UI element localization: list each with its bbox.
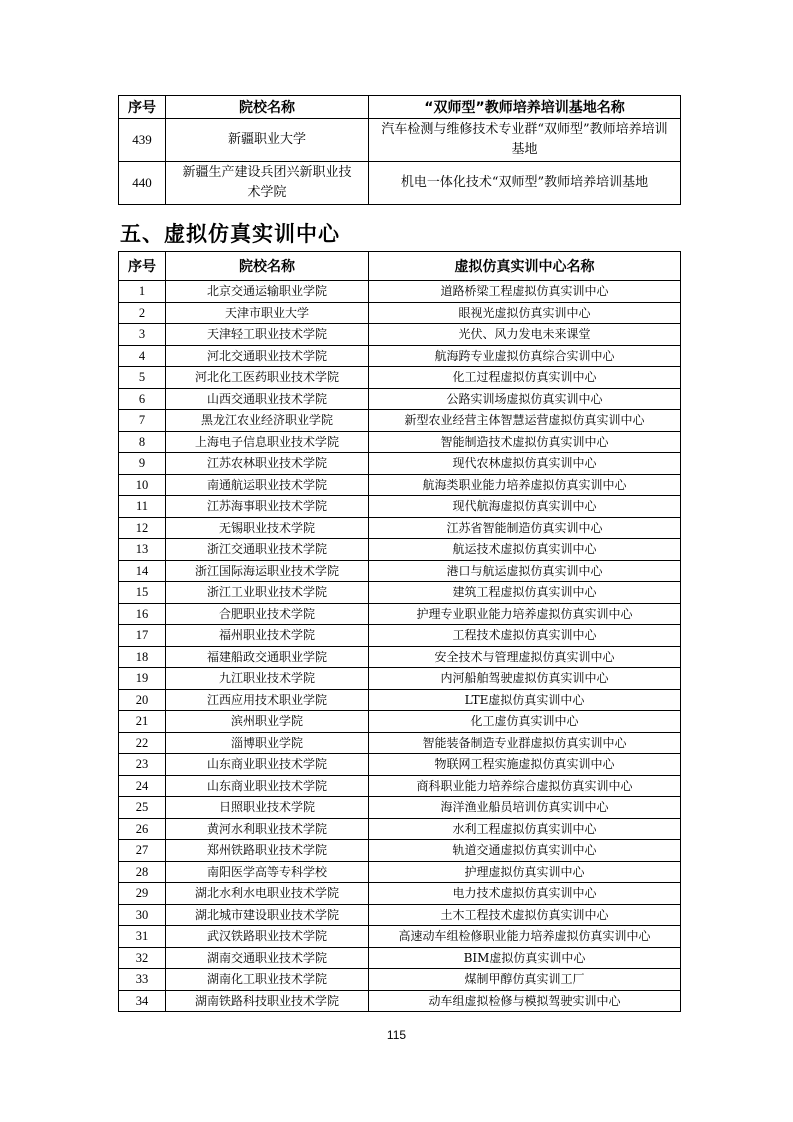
row-serial-number: 18 (119, 646, 166, 668)
row-school-name: 浙江工业职业技术学院 (166, 582, 369, 604)
header-school-name: 院校名称 (166, 252, 369, 281)
table-row (119, 410, 681, 432)
row-serial-number: 31 (119, 926, 166, 948)
row-center-name: 公路实训场虚拟仿真实训中心 (369, 388, 681, 410)
row-center-name: 光伏、风力发电未来课堂 (369, 324, 681, 346)
table-row (119, 302, 681, 324)
row-serial-number: 7 (119, 410, 166, 432)
row-center-name: 道路桥梁工程虚拟仿真实训中心 (369, 281, 681, 303)
row-school-name: 淄博职业学院 (166, 732, 369, 754)
row-center-name: 新型农业经营主体智慧运营虚拟仿真实训中心 (369, 410, 681, 432)
row-school-name: 浙江国际海运职业技术学院 (166, 560, 369, 582)
row-center-name: BIM虚拟仿真实训中心 (369, 947, 681, 969)
row-base-name: 汽车检测与维修技术专业群“双师型”教师培养培训基地 (369, 119, 681, 162)
header-serial-number: 序号 (119, 252, 166, 281)
table-row (119, 625, 681, 647)
row-school-name: 河北交通职业技术学院 (166, 345, 369, 367)
row-center-name: 江苏省智能制造仿真实训中心 (369, 517, 681, 539)
row-center-name: 内河船舶驾驶虚拟仿真实训中心 (369, 668, 681, 690)
row-school-name: 江苏农林职业技术学院 (166, 453, 369, 475)
table-row (119, 947, 681, 969)
header-school-name: 院校名称 (166, 96, 369, 119)
row-serial-number: 10 (119, 474, 166, 496)
row-school-name: 山西交通职业技术学院 (166, 388, 369, 410)
row-school-name: 武汉铁路职业技术学院 (166, 926, 369, 948)
row-school-name: 天津市职业大学 (166, 302, 369, 324)
row-center-name: LTE虚拟仿真实训中心 (369, 689, 681, 711)
row-center-name: 眼视光虚拟仿真实训中心 (369, 302, 681, 324)
row-serial-number: 6 (119, 388, 166, 410)
double-qualified-teacher-base-table (118, 95, 681, 205)
table-row (119, 281, 681, 303)
row-serial-number: 17 (119, 625, 166, 647)
row-serial-number: 4 (119, 345, 166, 367)
table-row (119, 603, 681, 625)
row-center-name: 土木工程技术虚拟仿真实训中心 (369, 904, 681, 926)
row-school-name: 福州职业技术学院 (166, 625, 369, 647)
row-serial-number: 29 (119, 883, 166, 905)
row-center-name: 工程技术虚拟仿真实训中心 (369, 625, 681, 647)
row-school-name: 南阳医学高等专科学校 (166, 861, 369, 883)
row-serial-number: 439 (119, 119, 166, 162)
row-serial-number: 27 (119, 840, 166, 862)
table-row (119, 797, 681, 819)
table-row (119, 324, 681, 346)
row-center-name: 海洋渔业船员培训仿真实训中心 (369, 797, 681, 819)
table-row (119, 775, 681, 797)
row-center-name: 动车组虚拟检修与模拟驾驶实训中心 (369, 990, 681, 1012)
header-base-name: “双师型”教师培养培训基地名称 (369, 96, 681, 119)
row-serial-number: 11 (119, 496, 166, 518)
row-school-name: 湖南交通职业技术学院 (166, 947, 369, 969)
row-school-name: 湖南化工职业技术学院 (166, 969, 369, 991)
row-center-name: 安全技术与管理虚拟仿真实训中心 (369, 646, 681, 668)
table-row (119, 517, 681, 539)
row-school-name: 南通航运职业技术学院 (166, 474, 369, 496)
row-center-name: 智能制造技术虚拟仿真实训中心 (369, 431, 681, 453)
row-center-name: 现代农林虚拟仿真实训中心 (369, 453, 681, 475)
row-serial-number: 12 (119, 517, 166, 539)
row-serial-number: 24 (119, 775, 166, 797)
table-row (119, 840, 681, 862)
row-center-name: 商科职业能力培养综合虚拟仿真实训中心 (369, 775, 681, 797)
row-center-name: 化工过程虚拟仿真实训中心 (369, 367, 681, 389)
row-school-name: 浙江交通职业技术学院 (166, 539, 369, 561)
row-serial-number: 9 (119, 453, 166, 475)
row-serial-number: 2 (119, 302, 166, 324)
row-school-name: 九江职业技术学院 (166, 668, 369, 690)
row-serial-number: 28 (119, 861, 166, 883)
row-school-name: 江西应用技术职业学院 (166, 689, 369, 711)
row-serial-number: 21 (119, 711, 166, 733)
row-center-name: 物联网工程实施虚拟仿真实训中心 (369, 754, 681, 776)
row-school-name: 黄河水利职业技术学院 (166, 818, 369, 840)
row-center-name: 航海跨专业虚拟仿真综合实训中心 (369, 345, 681, 367)
section-heading: 五、虚拟仿真实训中心 (120, 222, 340, 246)
table-row (119, 582, 681, 604)
table-row (119, 453, 681, 475)
row-serial-number: 34 (119, 990, 166, 1012)
row-school-name: 无锡职业技术学院 (166, 517, 369, 539)
table-row (119, 754, 681, 776)
row-serial-number: 15 (119, 582, 166, 604)
row-base-name: 机电一体化技术“双师型”教师培养培训基地 (369, 162, 681, 205)
row-center-name: 护理虚拟仿真实训中心 (369, 861, 681, 883)
table-row (119, 732, 681, 754)
row-center-name: 港口与航运虚拟仿真实训中心 (369, 560, 681, 582)
table-header-row (119, 96, 681, 119)
table-row (119, 904, 681, 926)
row-serial-number: 8 (119, 431, 166, 453)
row-school-name: 黑龙江农业经济职业学院 (166, 410, 369, 432)
table-row (119, 668, 681, 690)
row-school-name: 新疆生产建设兵团兴新职业技术学院 (166, 162, 369, 205)
table-row (119, 711, 681, 733)
row-school-name: 新疆职业大学 (166, 119, 369, 162)
table-row (119, 345, 681, 367)
row-school-name: 郑州铁路职业技术学院 (166, 840, 369, 862)
row-school-name: 滨州职业学院 (166, 711, 369, 733)
row-school-name: 北京交通运输职业学院 (166, 281, 369, 303)
row-serial-number: 14 (119, 560, 166, 582)
row-school-name: 湖北水利水电职业技术学院 (166, 883, 369, 905)
table-row (119, 474, 681, 496)
row-center-name: 电力技术虚拟仿真实训中心 (369, 883, 681, 905)
header-center-name: 虚拟仿真实训中心名称 (369, 252, 681, 281)
row-center-name: 航海类职业能力培养虚拟仿真实训中心 (369, 474, 681, 496)
table-row (119, 388, 681, 410)
row-serial-number: 22 (119, 732, 166, 754)
table-row (119, 367, 681, 389)
row-serial-number: 33 (119, 969, 166, 991)
page-number: 115 (386, 1028, 407, 1042)
row-serial-number: 19 (119, 668, 166, 690)
table-row (119, 560, 681, 582)
row-center-name: 建筑工程虚拟仿真实训中心 (369, 582, 681, 604)
table-row (119, 818, 681, 840)
row-serial-number: 16 (119, 603, 166, 625)
table-row (119, 162, 681, 205)
row-serial-number: 26 (119, 818, 166, 840)
row-school-name: 山东商业职业技术学院 (166, 775, 369, 797)
row-center-name: 煤制甲醇仿真实训工厂 (369, 969, 681, 991)
row-school-name: 合肥职业技术学院 (166, 603, 369, 625)
table-row (119, 539, 681, 561)
table-row (119, 969, 681, 991)
row-center-name: 智能装备制造专业群虚拟仿真实训中心 (369, 732, 681, 754)
row-center-name: 现代航海虚拟仿真实训中心 (369, 496, 681, 518)
row-center-name: 水利工程虚拟仿真实训中心 (369, 818, 681, 840)
row-serial-number: 13 (119, 539, 166, 561)
table-row (119, 926, 681, 948)
table-body (119, 281, 681, 1012)
row-center-name: 化工虚仿真实训中心 (369, 711, 681, 733)
row-school-name: 山东商业职业技术学院 (166, 754, 369, 776)
row-school-name: 日照职业技术学院 (166, 797, 369, 819)
table-row (119, 431, 681, 453)
row-serial-number: 1 (119, 281, 166, 303)
row-serial-number: 25 (119, 797, 166, 819)
table-row (119, 990, 681, 1012)
table-header-row (119, 252, 681, 281)
row-serial-number: 23 (119, 754, 166, 776)
table-row (119, 883, 681, 905)
row-center-name: 护理专业职业能力培养虚拟仿真实训中心 (369, 603, 681, 625)
table-row (119, 496, 681, 518)
row-center-name: 高速动车组检修职业能力培养虚拟仿真实训中心 (369, 926, 681, 948)
row-serial-number: 20 (119, 689, 166, 711)
row-school-name: 上海电子信息职业技术学院 (166, 431, 369, 453)
header-serial-number: 序号 (119, 96, 166, 119)
row-school-name: 福建船政交通职业学院 (166, 646, 369, 668)
table-row (119, 119, 681, 162)
row-serial-number: 440 (119, 162, 166, 205)
row-school-name: 天津轻工职业技术学院 (166, 324, 369, 346)
table-row (119, 689, 681, 711)
virtual-simulation-center-table (118, 251, 681, 1012)
row-center-name: 航运技术虚拟仿真实训中心 (369, 539, 681, 561)
row-serial-number: 3 (119, 324, 166, 346)
row-school-name: 湖北城市建设职业技术学院 (166, 904, 369, 926)
row-serial-number: 32 (119, 947, 166, 969)
table-row (119, 861, 681, 883)
row-serial-number: 30 (119, 904, 166, 926)
row-school-name: 湖南铁路科技职业技术学院 (166, 990, 369, 1012)
table-row (119, 646, 681, 668)
row-serial-number: 5 (119, 367, 166, 389)
row-school-name: 江苏海事职业技术学院 (166, 496, 369, 518)
row-center-name: 轨道交通虚拟仿真实训中心 (369, 840, 681, 862)
row-school-name: 河北化工医药职业技术学院 (166, 367, 369, 389)
